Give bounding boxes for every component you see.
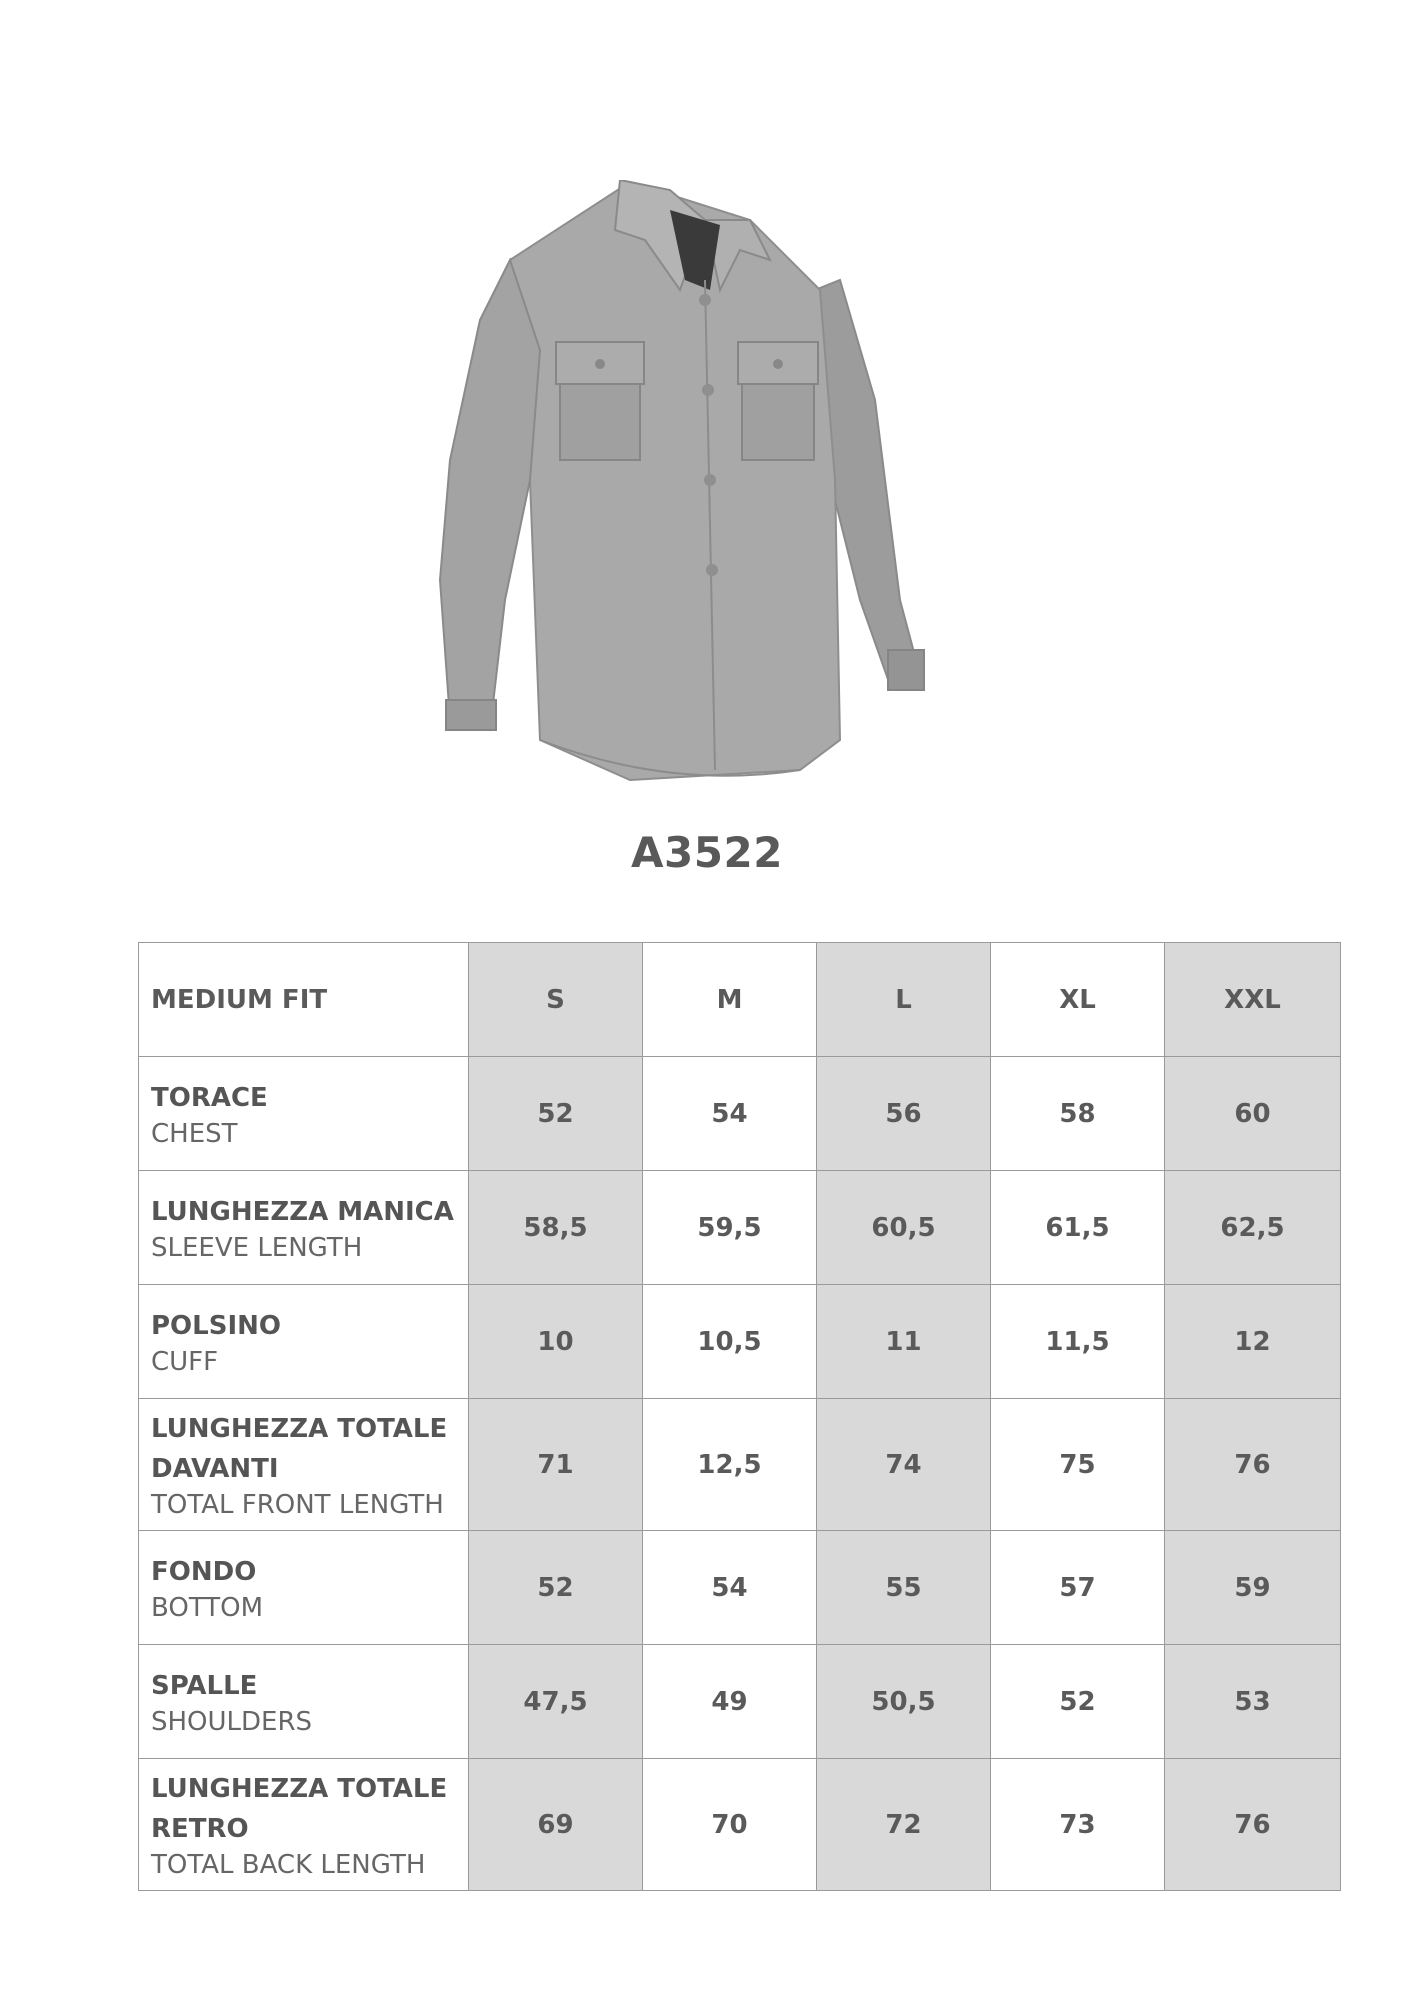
size-header-m: M [643, 943, 817, 1057]
row-label-it: TORACE [151, 1082, 268, 1113]
table-row [139, 1645, 1341, 1759]
row-label [139, 1531, 469, 1645]
fit-label: MEDIUM FIT [139, 943, 469, 1057]
shirt-image [420, 180, 1000, 790]
table-cell: 58,5 [469, 1171, 643, 1285]
row-label [139, 1285, 469, 1399]
table-header-row [139, 943, 1341, 1057]
table-row [139, 1399, 1341, 1531]
row-label-en: SLEEVE LENGTH [151, 1232, 363, 1263]
table-cell: 11,5 [991, 1285, 1165, 1399]
table-cell: 75 [991, 1399, 1165, 1531]
row-label [139, 1171, 469, 1285]
table-row [139, 1759, 1341, 1891]
table-cell: 54 [643, 1531, 817, 1645]
shirt-left-cuff [446, 700, 496, 730]
row-label-en: BOTTOM [151, 1592, 264, 1623]
table-row [139, 1285, 1341, 1399]
table-cell: 71 [469, 1399, 643, 1531]
table-cell: 50,5 [817, 1645, 991, 1759]
table-cell: 10 [469, 1285, 643, 1399]
table-cell: 76 [1165, 1399, 1341, 1531]
row-label-it: SPALLE [151, 1670, 258, 1701]
table-row [139, 1531, 1341, 1645]
size-header-xxl: XXL [1165, 943, 1341, 1057]
table-cell: 49 [643, 1645, 817, 1759]
shirt-button [704, 474, 716, 486]
row-label-en: SHOULDERS [151, 1706, 313, 1737]
table-cell: 12 [1165, 1285, 1341, 1399]
table-row [139, 1057, 1341, 1171]
table-cell: 59 [1165, 1531, 1341, 1645]
table-cell: 56 [817, 1057, 991, 1171]
table-cell: 61,5 [991, 1171, 1165, 1285]
table-cell: 70 [643, 1759, 817, 1891]
shirt-button [702, 384, 714, 396]
table-row [139, 1171, 1341, 1285]
row-label-en: TOTAL FRONT LENGTH [151, 1489, 444, 1520]
shirt-button [699, 294, 711, 306]
table-cell: 57 [991, 1531, 1165, 1645]
table-cell: 69 [469, 1759, 643, 1891]
table-cell: 52 [469, 1531, 643, 1645]
row-label [139, 1645, 469, 1759]
row-label-it: POLSINO [151, 1310, 281, 1341]
table-cell: 60 [1165, 1057, 1341, 1171]
table-cell: 10,5 [643, 1285, 817, 1399]
table-cell: 74 [817, 1399, 991, 1531]
table-cell: 12,5 [643, 1399, 817, 1531]
row-label [139, 1399, 469, 1531]
table-cell: 59,5 [643, 1171, 817, 1285]
table-cell: 58 [991, 1057, 1165, 1171]
row-label-it: FONDO [151, 1556, 257, 1587]
shirt-right-cuff [888, 650, 924, 690]
row-label-it: LUNGHEZZA TOTALE DAVANTI [151, 1413, 448, 1484]
size-header-s: S [469, 943, 643, 1057]
size-header-l: L [817, 943, 991, 1057]
size-header-xl: XL [991, 943, 1165, 1057]
table-cell: 72 [817, 1759, 991, 1891]
table-cell: 62,5 [1165, 1171, 1341, 1285]
row-label-en: CUFF [151, 1346, 219, 1377]
table-cell: 76 [1165, 1759, 1341, 1891]
table-cell: 11 [817, 1285, 991, 1399]
table-cell: 52 [469, 1057, 643, 1171]
row-label-en: CHEST [151, 1118, 238, 1149]
row-label-it: LUNGHEZZA MANICA [151, 1196, 454, 1227]
row-label-en: TOTAL BACK LENGTH [151, 1849, 426, 1880]
table-cell: 47,5 [469, 1645, 643, 1759]
product-code: A3522 [631, 828, 783, 877]
shirt-button [706, 564, 718, 576]
shirt-left-sleeve [440, 260, 540, 730]
row-label [139, 1057, 469, 1171]
row-label [139, 1759, 469, 1891]
table-cell: 55 [817, 1531, 991, 1645]
table-cell: 60,5 [817, 1171, 991, 1285]
table-cell: 54 [643, 1057, 817, 1171]
size-chart-table [138, 942, 1341, 1891]
table-cell: 52 [991, 1645, 1165, 1759]
table-cell: 53 [1165, 1645, 1341, 1759]
table-cell: 73 [991, 1759, 1165, 1891]
row-label-it: LUNGHEZZA TOTALE RETRO [151, 1773, 448, 1844]
